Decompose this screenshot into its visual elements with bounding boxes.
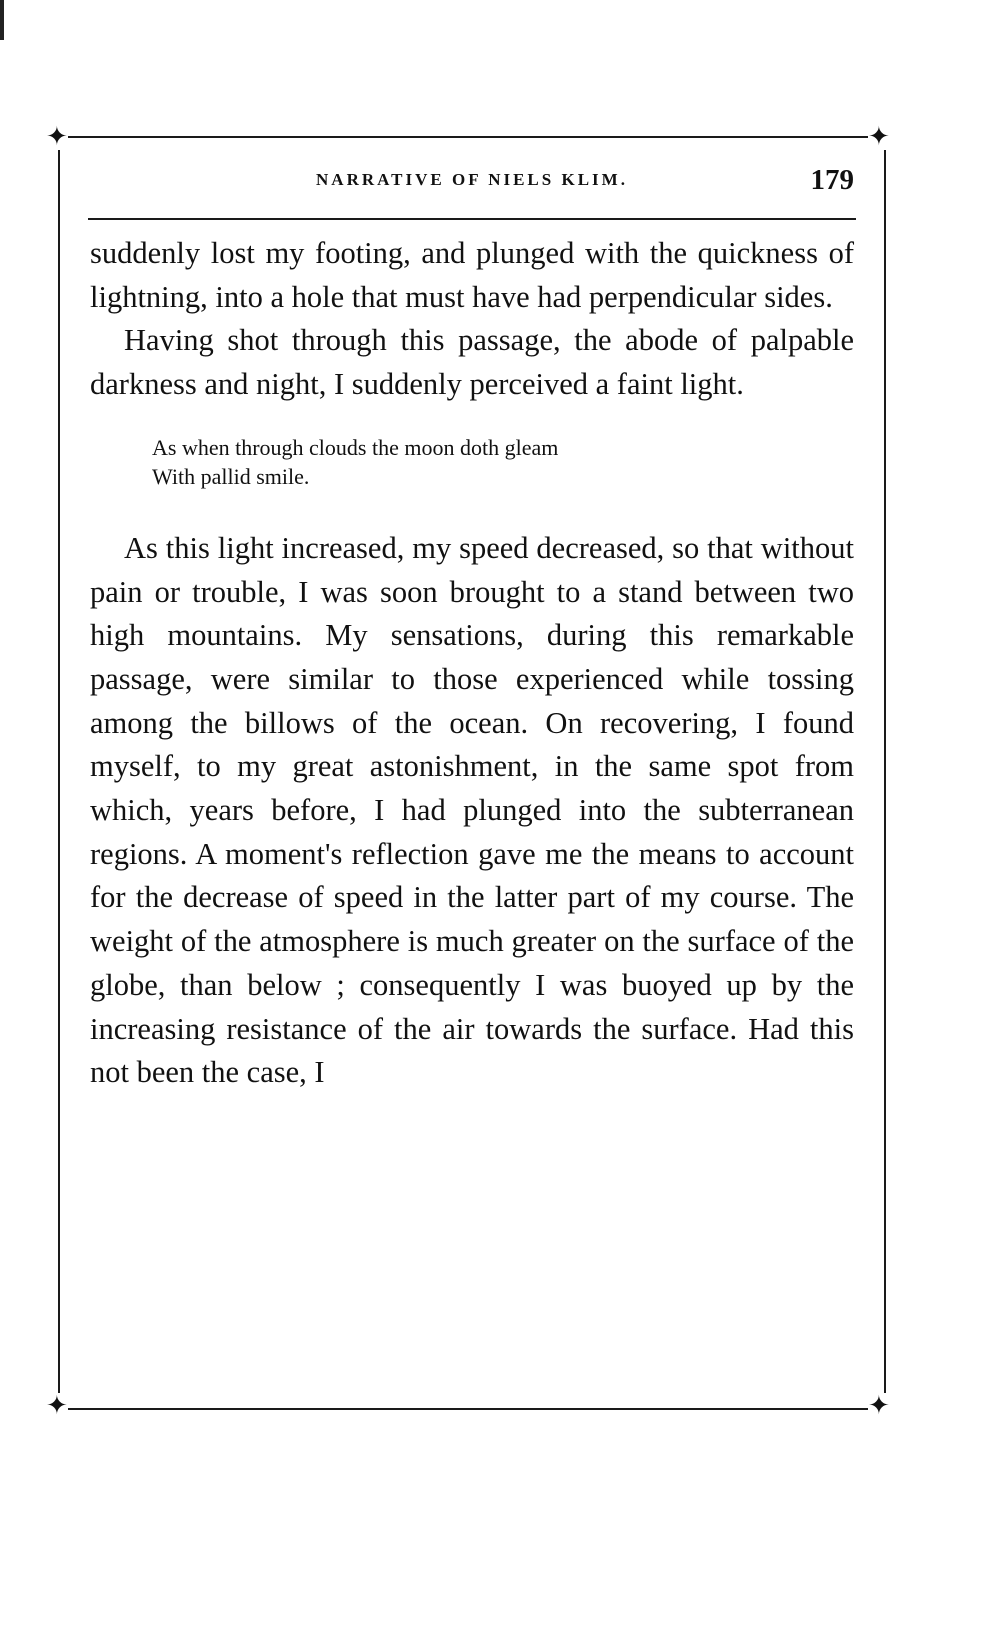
running-title: NARRATIVE OF NIELS KLIM. [316, 170, 628, 189]
header-rule [88, 218, 856, 220]
verse-line: With pallid smile. [152, 463, 310, 489]
page-number: 179 [810, 164, 854, 196]
corner-ornament-icon: ✦ [868, 1391, 890, 1421]
corner-ornament-icon: ✦ [868, 122, 890, 152]
verse-quotation [152, 433, 854, 491]
paragraph: Having shot through this passage, the abode of palpable darkness and night, I suddenly perceived a faint light. [90, 323, 854, 402]
verse-line: As when through clouds the moon doth gleam [152, 434, 559, 460]
scan-edge-mark [0, 0, 4, 40]
body-text [90, 232, 854, 1095]
corner-ornament-icon: ✦ [46, 122, 68, 152]
paragraph: As this light increased, my speed decreased, so that without pain or trouble, I was soon brought to a stand between two high mountains. My sensations, during this remarkable passage, were similar to those experienced while tossing among the billows of the ocean. On recovering, I found myself, to my great astonishment, in the same spot from which, years before, I had plunged into the subterranean regions. A moment's reflection gave me the means to account for the decrease of speed in the latter part of my course. The weight of the atmosphere is much greater on the surface of the globe, than below ; consequently I was buoyed up by the increasing resistance of the air towards the surface. Had this not been the case, I [90, 530, 854, 1090]
running-head [90, 164, 854, 204]
paragraph: suddenly lost my footing, and plunged with the quickness of lightning, into a hole that must have had perpendicular sides. [90, 236, 854, 314]
corner-ornament-icon: ✦ [46, 1391, 68, 1421]
